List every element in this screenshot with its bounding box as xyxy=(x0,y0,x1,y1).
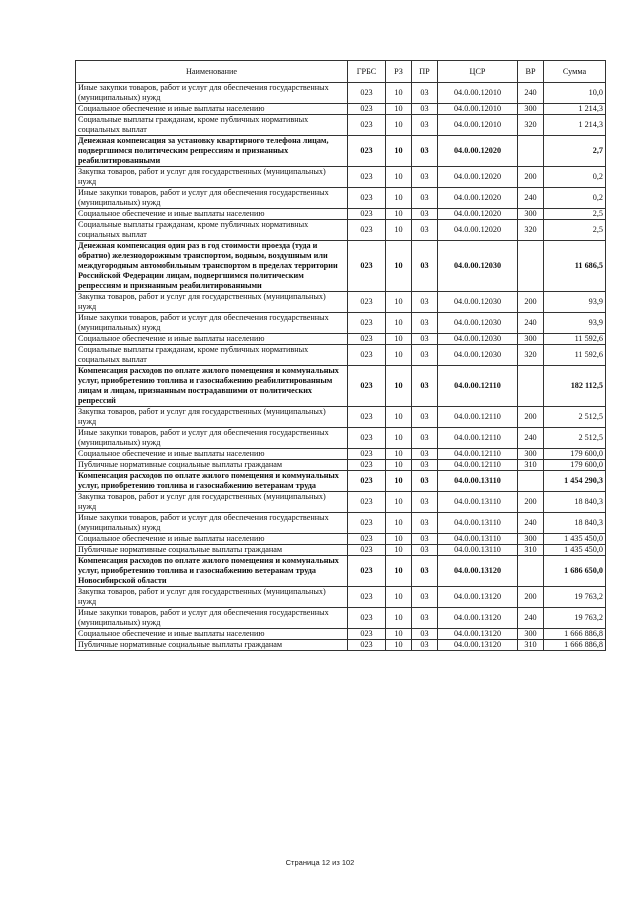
cell-sum: 93,9 xyxy=(544,292,606,313)
cell-sum: 18 840,3 xyxy=(544,492,606,513)
header-grbs: ГРБС xyxy=(348,61,386,83)
cell-grbs: 023 xyxy=(348,492,386,513)
table-row xyxy=(76,629,606,640)
cell-pr: 03 xyxy=(412,136,438,167)
cell-pr: 03 xyxy=(412,640,438,651)
table-row xyxy=(76,83,606,104)
cell-grbs: 023 xyxy=(348,104,386,115)
table-row xyxy=(76,608,606,629)
cell-grbs: 023 xyxy=(348,188,386,209)
cell-csr: 04.0.00.12110 xyxy=(438,460,518,471)
cell-name: Иные закупки товаров, работ и услуг для обеспечения государственных (муниципальных) нужд xyxy=(76,608,348,629)
cell-sum: 11 686,5 xyxy=(544,241,606,292)
cell-vr xyxy=(518,471,544,492)
cell-name: Иные закупки товаров, работ и услуг для обеспечения государственных (муниципальных) нужд xyxy=(76,513,348,534)
cell-pr: 03 xyxy=(412,220,438,241)
cell-pr: 03 xyxy=(412,513,438,534)
table-row-section xyxy=(76,556,606,587)
cell-grbs: 023 xyxy=(348,587,386,608)
cell-name: Публичные нормативные социальные выплаты гражданам xyxy=(76,545,348,556)
cell-name: Социальное обеспечение и иные выплаты населению xyxy=(76,629,348,640)
cell-grbs: 023 xyxy=(348,460,386,471)
cell-rz: 10 xyxy=(386,640,412,651)
cell-name: Денежная компенсация за установку квартирного телефона лицам, подвергшимся политическим репрессиям и признанных реабилитированными xyxy=(76,136,348,167)
cell-rz: 10 xyxy=(386,292,412,313)
cell-csr: 04.0.00.12110 xyxy=(438,366,518,407)
cell-csr: 04.0.00.12010 xyxy=(438,104,518,115)
cell-vr: 240 xyxy=(518,188,544,209)
cell-grbs: 023 xyxy=(348,167,386,188)
cell-name: Закупка товаров, работ и услуг для государственных (муниципальных) нужд xyxy=(76,292,348,313)
cell-vr: 240 xyxy=(518,83,544,104)
cell-pr: 03 xyxy=(412,428,438,449)
cell-sum: 0,2 xyxy=(544,188,606,209)
table-row xyxy=(76,188,606,209)
cell-name: Денежная компенсация один раз в год стоимости проезда (туда и обратно) железнодорожным транспортом, водным, воздушным или междугородным автомобильным транспортом в пределах территории Российской Федерации лицам, подвергшимся политическим репрессиям и признанным реабилитированными xyxy=(76,241,348,292)
cell-pr: 03 xyxy=(412,366,438,407)
cell-sum: 1 435 450,0 xyxy=(544,545,606,556)
cell-sum: 93,9 xyxy=(544,313,606,334)
cell-name: Публичные нормативные социальные выплаты гражданам xyxy=(76,460,348,471)
cell-vr: 240 xyxy=(518,313,544,334)
cell-pr: 03 xyxy=(412,629,438,640)
cell-name: Социальное обеспечение и иные выплаты населению xyxy=(76,534,348,545)
cell-name: Социальное обеспечение и иные выплаты населению xyxy=(76,104,348,115)
cell-name: Социальные выплаты гражданам, кроме публичных нормативных социальных выплат xyxy=(76,220,348,241)
table-row-section xyxy=(76,471,606,492)
cell-grbs: 023 xyxy=(348,115,386,136)
cell-sum: 18 840,3 xyxy=(544,513,606,534)
cell-vr: 320 xyxy=(518,345,544,366)
cell-grbs: 023 xyxy=(348,407,386,428)
cell-rz: 10 xyxy=(386,136,412,167)
cell-vr: 240 xyxy=(518,608,544,629)
table-row xyxy=(76,545,606,556)
cell-vr: 300 xyxy=(518,104,544,115)
cell-csr: 04.0.00.12110 xyxy=(438,407,518,428)
cell-grbs: 023 xyxy=(348,534,386,545)
cell-sum: 2,7 xyxy=(544,136,606,167)
cell-grbs: 023 xyxy=(348,471,386,492)
cell-vr: 240 xyxy=(518,428,544,449)
cell-csr: 04.0.00.13110 xyxy=(438,545,518,556)
cell-rz: 10 xyxy=(386,460,412,471)
cell-vr: 200 xyxy=(518,587,544,608)
cell-vr: 240 xyxy=(518,513,544,534)
table-row xyxy=(76,407,606,428)
page-number: Страница 12 из 102 xyxy=(285,858,355,867)
table-row xyxy=(76,115,606,136)
header-csr: ЦСР xyxy=(438,61,518,83)
cell-rz: 10 xyxy=(386,167,412,188)
cell-sum: 1 214,3 xyxy=(544,104,606,115)
cell-csr: 04.0.00.13120 xyxy=(438,587,518,608)
cell-rz: 10 xyxy=(386,334,412,345)
budget-table xyxy=(75,60,606,651)
cell-sum: 2 512,5 xyxy=(544,407,606,428)
cell-vr: 200 xyxy=(518,492,544,513)
cell-grbs: 023 xyxy=(348,345,386,366)
cell-sum: 1 454 290,3 xyxy=(544,471,606,492)
cell-pr: 03 xyxy=(412,167,438,188)
cell-pr: 03 xyxy=(412,115,438,136)
cell-rz: 10 xyxy=(386,587,412,608)
table-row xyxy=(76,492,606,513)
cell-pr: 03 xyxy=(412,545,438,556)
cell-csr: 04.0.00.12030 xyxy=(438,292,518,313)
cell-sum: 179 600,0 xyxy=(544,449,606,460)
table-row xyxy=(76,449,606,460)
cell-grbs: 023 xyxy=(348,449,386,460)
cell-vr: 320 xyxy=(518,220,544,241)
table-row xyxy=(76,292,606,313)
cell-grbs: 023 xyxy=(348,334,386,345)
cell-rz: 10 xyxy=(386,366,412,407)
table-body xyxy=(76,83,606,651)
cell-vr xyxy=(518,136,544,167)
cell-rz: 10 xyxy=(386,241,412,292)
cell-sum: 1 666 886,8 xyxy=(544,640,606,651)
table-row-section xyxy=(76,136,606,167)
cell-csr: 04.0.00.13110 xyxy=(438,492,518,513)
cell-pr: 03 xyxy=(412,587,438,608)
table-row xyxy=(76,587,606,608)
table-row xyxy=(76,428,606,449)
cell-pr: 03 xyxy=(412,449,438,460)
table-row xyxy=(76,313,606,334)
cell-name: Социальное обеспечение и иные выплаты населению xyxy=(76,449,348,460)
cell-vr: 310 xyxy=(518,460,544,471)
cell-sum: 1 214,3 xyxy=(544,115,606,136)
cell-pr: 03 xyxy=(412,104,438,115)
cell-grbs: 023 xyxy=(348,313,386,334)
cell-csr: 04.0.00.13120 xyxy=(438,608,518,629)
cell-rz: 10 xyxy=(386,83,412,104)
table-row xyxy=(76,345,606,366)
cell-csr: 04.0.00.13120 xyxy=(438,629,518,640)
cell-csr: 04.0.00.13120 xyxy=(438,640,518,651)
cell-sum: 1 686 650,0 xyxy=(544,556,606,587)
cell-pr: 03 xyxy=(412,534,438,545)
cell-csr: 04.0.00.13120 xyxy=(438,556,518,587)
cell-name: Закупка товаров, работ и услуг для государственных (муниципальных) нужд xyxy=(76,167,348,188)
cell-sum: 2,5 xyxy=(544,220,606,241)
cell-vr: 300 xyxy=(518,334,544,345)
cell-rz: 10 xyxy=(386,513,412,534)
cell-pr: 03 xyxy=(412,492,438,513)
table-row xyxy=(76,640,606,651)
cell-vr: 310 xyxy=(518,545,544,556)
cell-vr: 200 xyxy=(518,407,544,428)
table-row xyxy=(76,220,606,241)
cell-rz: 10 xyxy=(386,115,412,136)
cell-rz: 10 xyxy=(386,104,412,115)
cell-name: Социальное обеспечение и иные выплаты населению xyxy=(76,334,348,345)
cell-pr: 03 xyxy=(412,407,438,428)
header-vr: ВР xyxy=(518,61,544,83)
table-row-section xyxy=(76,241,606,292)
cell-name: Публичные нормативные социальные выплаты гражданам xyxy=(76,640,348,651)
cell-pr: 03 xyxy=(412,241,438,292)
cell-csr: 04.0.00.12020 xyxy=(438,209,518,220)
cell-pr: 03 xyxy=(412,460,438,471)
cell-grbs: 023 xyxy=(348,209,386,220)
cell-csr: 04.0.00.12020 xyxy=(438,167,518,188)
table-row xyxy=(76,513,606,534)
table-row xyxy=(76,209,606,220)
table-row-section xyxy=(76,366,606,407)
table-row xyxy=(76,167,606,188)
cell-vr: 300 xyxy=(518,534,544,545)
cell-name: Социальное обеспечение и иные выплаты населению xyxy=(76,209,348,220)
cell-grbs: 023 xyxy=(348,556,386,587)
cell-name: Компенсация расходов по оплате жилого помещения и коммунальных услуг, приобретению топлива и газоснабжению ветеранам труда Новосибирской области xyxy=(76,556,348,587)
cell-csr: 04.0.00.12030 xyxy=(438,345,518,366)
cell-name: Иные закупки товаров, работ и услуг для обеспечения государственных (муниципальных) нужд xyxy=(76,188,348,209)
cell-vr xyxy=(518,556,544,587)
cell-pr: 03 xyxy=(412,209,438,220)
cell-name: Компенсация расходов по оплате жилого помещения и коммунальных услуг, приобретению топлива и газоснабжению реабилитированным лицам и лицам, признанным пострадавшими от политических репрессий xyxy=(76,366,348,407)
header-rz: РЗ xyxy=(386,61,412,83)
cell-vr: 200 xyxy=(518,167,544,188)
cell-vr: 300 xyxy=(518,449,544,460)
cell-vr: 300 xyxy=(518,209,544,220)
cell-pr: 03 xyxy=(412,188,438,209)
cell-name: Закупка товаров, работ и услуг для государственных (муниципальных) нужд xyxy=(76,407,348,428)
cell-sum: 0,2 xyxy=(544,167,606,188)
cell-pr: 03 xyxy=(412,334,438,345)
cell-rz: 10 xyxy=(386,188,412,209)
cell-csr: 04.0.00.12020 xyxy=(438,188,518,209)
cell-pr: 03 xyxy=(412,313,438,334)
cell-grbs: 023 xyxy=(348,220,386,241)
cell-name: Социальные выплаты гражданам, кроме публичных нормативных социальных выплат xyxy=(76,345,348,366)
cell-rz: 10 xyxy=(386,471,412,492)
cell-name: Закупка товаров, работ и услуг для государственных (муниципальных) нужд xyxy=(76,492,348,513)
cell-grbs: 023 xyxy=(348,83,386,104)
cell-pr: 03 xyxy=(412,608,438,629)
cell-csr: 04.0.00.12110 xyxy=(438,428,518,449)
table-row xyxy=(76,104,606,115)
cell-rz: 10 xyxy=(386,545,412,556)
cell-pr: 03 xyxy=(412,83,438,104)
cell-sum: 19 763,2 xyxy=(544,587,606,608)
cell-csr: 04.0.00.13110 xyxy=(438,534,518,545)
cell-sum: 10,0 xyxy=(544,83,606,104)
cell-grbs: 023 xyxy=(348,545,386,556)
cell-name: Иные закупки товаров, работ и услуг для обеспечения государственных (муниципальных) нужд xyxy=(76,428,348,449)
cell-grbs: 023 xyxy=(348,241,386,292)
cell-csr: 04.0.00.13110 xyxy=(438,471,518,492)
cell-vr: 300 xyxy=(518,629,544,640)
cell-vr xyxy=(518,241,544,292)
cell-grbs: 023 xyxy=(348,292,386,313)
cell-rz: 10 xyxy=(386,492,412,513)
cell-sum: 11 592,6 xyxy=(544,345,606,366)
cell-name: Компенсация расходов по оплате жилого помещения и коммунальных услуг, приобретению топлива и газоснабжению ветеранам труда xyxy=(76,471,348,492)
cell-grbs: 023 xyxy=(348,629,386,640)
cell-sum: 19 763,2 xyxy=(544,608,606,629)
cell-name: Социальные выплаты гражданам, кроме публичных нормативных социальных выплат xyxy=(76,115,348,136)
header-name: Наименование xyxy=(76,61,348,83)
cell-sum: 182 112,5 xyxy=(544,366,606,407)
cell-rz: 10 xyxy=(386,534,412,545)
cell-csr: 04.0.00.12020 xyxy=(438,220,518,241)
cell-sum: 179 600,0 xyxy=(544,460,606,471)
cell-sum: 2 512,5 xyxy=(544,428,606,449)
cell-vr: 310 xyxy=(518,640,544,651)
cell-vr xyxy=(518,366,544,407)
cell-rz: 10 xyxy=(386,608,412,629)
cell-name: Закупка товаров, работ и услуг для государственных (муниципальных) нужд xyxy=(76,587,348,608)
cell-rz: 10 xyxy=(386,407,412,428)
cell-grbs: 023 xyxy=(348,428,386,449)
cell-rz: 10 xyxy=(386,220,412,241)
table-row xyxy=(76,534,606,545)
cell-rz: 10 xyxy=(386,345,412,366)
cell-sum: 1 435 450,0 xyxy=(544,534,606,545)
cell-sum: 11 592,6 xyxy=(544,334,606,345)
cell-rz: 10 xyxy=(386,556,412,587)
header-pr: ПР xyxy=(412,61,438,83)
cell-pr: 03 xyxy=(412,471,438,492)
table-row xyxy=(76,334,606,345)
cell-csr: 04.0.00.12010 xyxy=(438,83,518,104)
table-row xyxy=(76,460,606,471)
header-sum: Сумма xyxy=(544,61,606,83)
cell-name: Иные закупки товаров, работ и услуг для обеспечения государственных (муниципальных) нужд xyxy=(76,83,348,104)
cell-rz: 10 xyxy=(386,313,412,334)
cell-pr: 03 xyxy=(412,556,438,587)
cell-csr: 04.0.00.12030 xyxy=(438,313,518,334)
table-header-row xyxy=(76,61,606,83)
cell-grbs: 023 xyxy=(348,608,386,629)
cell-grbs: 023 xyxy=(348,366,386,407)
cell-vr: 200 xyxy=(518,292,544,313)
cell-grbs: 023 xyxy=(348,136,386,167)
cell-rz: 10 xyxy=(386,209,412,220)
cell-grbs: 023 xyxy=(348,513,386,534)
cell-sum: 2,5 xyxy=(544,209,606,220)
cell-vr: 320 xyxy=(518,115,544,136)
cell-csr: 04.0.00.12010 xyxy=(438,115,518,136)
cell-rz: 10 xyxy=(386,449,412,460)
cell-pr: 03 xyxy=(412,292,438,313)
cell-csr: 04.0.00.12020 xyxy=(438,136,518,167)
cell-csr: 04.0.00.13110 xyxy=(438,513,518,534)
cell-rz: 10 xyxy=(386,428,412,449)
cell-name: Иные закупки товаров, работ и услуг для обеспечения государственных (муниципальных) нужд xyxy=(76,313,348,334)
cell-csr: 04.0.00.12030 xyxy=(438,241,518,292)
cell-pr: 03 xyxy=(412,345,438,366)
cell-sum: 1 666 886,8 xyxy=(544,629,606,640)
cell-csr: 04.0.00.12110 xyxy=(438,449,518,460)
cell-grbs: 023 xyxy=(348,640,386,651)
cell-csr: 04.0.00.12030 xyxy=(438,334,518,345)
cell-rz: 10 xyxy=(386,629,412,640)
